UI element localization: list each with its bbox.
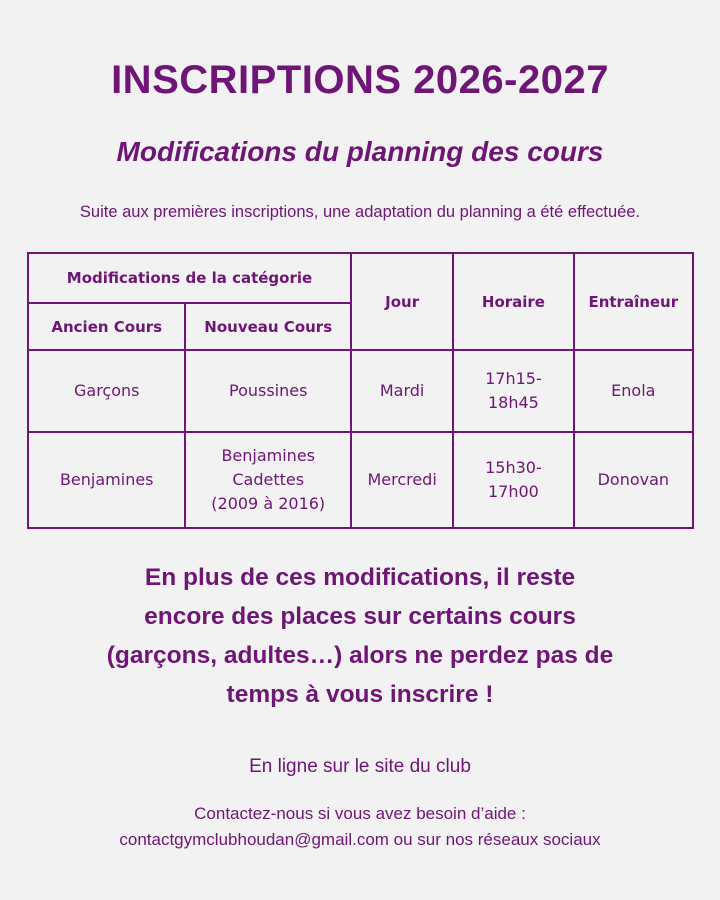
cell-line: 15h30- bbox=[485, 457, 542, 477]
cell-ancien: Benjamines bbox=[28, 432, 185, 528]
cell-line: 17h15- bbox=[485, 368, 542, 388]
call-to-action bbox=[40, 558, 680, 714]
cell-horaire bbox=[453, 350, 573, 431]
planning-table bbox=[27, 252, 694, 529]
cta-line: En plus de ces modifications, il reste bbox=[144, 564, 576, 591]
cta-line: temps à vous inscrire ! bbox=[226, 681, 494, 708]
contact-info bbox=[0, 801, 720, 853]
intro-text: Suite aux premières inscriptions, une adaptation du planning a été effectuée. bbox=[79, 203, 641, 221]
header-entraineur: Entraîneur bbox=[574, 253, 693, 350]
contact-line: Contactez-nous si vous avez besoin d’aide : bbox=[194, 804, 526, 823]
cell-horaire bbox=[453, 432, 573, 528]
page-title: INSCRIPTIONS 2026-2027 bbox=[111, 58, 609, 102]
group-header: Modifications de la catégorie bbox=[28, 253, 351, 303]
cell-jour: Mercredi bbox=[351, 432, 453, 528]
online-registration-text: En ligne sur le site du club bbox=[249, 756, 471, 777]
cta-line: (garçons, adultes…) alors ne perdez pas de bbox=[106, 642, 614, 669]
contact-email: contactgymclubhoudan@gmail.com ou sur nos réseaux sociaux bbox=[119, 830, 601, 849]
cell-line: 18h45 bbox=[488, 392, 539, 412]
cell-jour: Mardi bbox=[351, 350, 453, 431]
cell-line: 17h00 bbox=[488, 481, 539, 501]
table-row bbox=[28, 432, 693, 528]
table-header-row bbox=[28, 253, 693, 303]
header-ancien-cours: Ancien Cours bbox=[28, 303, 185, 351]
table-row bbox=[28, 350, 693, 431]
cell-entraineur: Enola bbox=[574, 350, 693, 431]
cell-line: Poussines bbox=[228, 380, 308, 400]
header-jour: Jour bbox=[351, 253, 453, 350]
cell-ancien: Garçons bbox=[28, 350, 185, 431]
cell-nouveau bbox=[185, 350, 351, 431]
cell-entraineur: Donovan bbox=[574, 432, 693, 528]
cell-line: Benjamines bbox=[221, 445, 315, 465]
header-nouveau-cours: Nouveau Cours bbox=[185, 303, 351, 351]
page-subtitle: Modifications du planning des cours bbox=[116, 136, 604, 167]
header-horaire: Horaire bbox=[453, 253, 573, 350]
cell-line: Cadettes bbox=[232, 469, 305, 489]
cell-nouveau bbox=[185, 432, 351, 528]
cta-line: encore des places sur certains cours bbox=[144, 603, 576, 630]
cell-line: (2009 à 2016) bbox=[211, 493, 326, 513]
